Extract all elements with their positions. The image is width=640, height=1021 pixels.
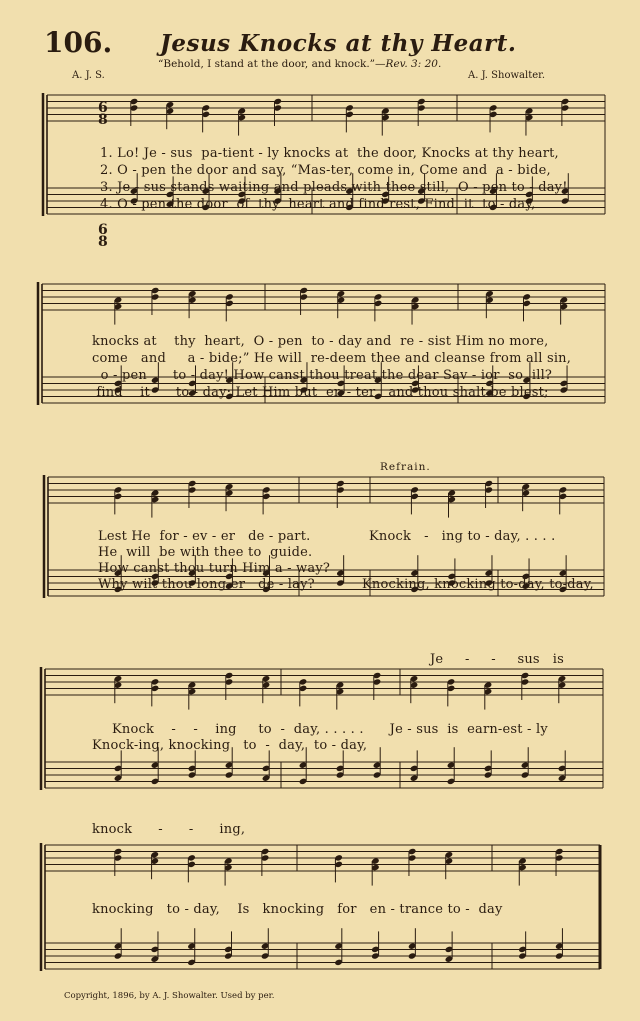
lyric-s2-v3: o - pen to - day! How canst thou treat the dear Sav - ior so ill?: [92, 368, 553, 383]
epigraph-reference: Rev. 3: 20.: [385, 58, 442, 70]
music-credit: A. J. Showalter.: [468, 70, 545, 81]
copyright-notice: Copyright, 1896, by A. J. Showalter. Used by per.: [64, 991, 275, 1001]
words-credit: A. J. S.: [72, 70, 105, 81]
lyric-s1-v2: 2. O - pen the door and say, “Mas-ter, come in, Come and a - bide,: [100, 163, 551, 178]
time-signature-top: 6: [98, 222, 108, 238]
time-signature-bottom: 8: [98, 112, 108, 128]
lyric-s5-above: knock - - ing,: [92, 822, 246, 837]
lyric-s2-v2: come and a - bide;” He will re-deem thee and cleanse from all sin,: [92, 351, 572, 366]
hymn-title: Jesus Knocks at thy Heart.: [160, 30, 517, 57]
lyric-s4-line2: Knock-ing, knocking to - day, to - day,: [92, 738, 368, 753]
lyric-s1-v3: 3. Je - sus stands waiting and pleads with thee still, O - pen to - day!: [100, 180, 568, 195]
lyric-s1-v4: 4. O - pen the door of thy heart and find rest, Find it to - day,: [100, 197, 536, 212]
time-signature-top: 6: [98, 100, 108, 116]
lyric-s2-v4: find it to - day; Let Him but en - ter and thou shalt be blest;: [92, 385, 549, 400]
lyric-s2-v1: knocks at thy heart, O - pen to - day and re - sist Him no more,: [92, 334, 549, 349]
hymn-number: 106.: [44, 26, 113, 59]
lyric-s1-v1: 1. Lo! Je - sus pa-tient - ly knocks at the door, Knocks at thy heart,: [100, 146, 559, 161]
refrain-lyric-1: Knock - ing to - day, . . . .: [369, 529, 556, 544]
lyric-s4-line1: Knock - - ing to - day, . . . . . Je - sus is earn-est - ly: [112, 722, 548, 737]
epigraph-quote: “Behold, I stand at the door, and knock.”—: [158, 58, 386, 70]
scripture-epigraph: [158, 58, 441, 70]
lyric-s4-above: Je - - sus is: [430, 652, 565, 667]
lyric-s3-v3: How canst thou turn Him a - way?: [98, 561, 331, 576]
refrain-lyric-2: Knocking, knocking to-day, to-day,: [362, 577, 594, 592]
refrain-label: Refrain.: [380, 461, 431, 473]
lyric-s5-line: knocking to - day, Is knocking for en - trance to - day: [92, 902, 503, 917]
lyric-s3-v2: He will be with thee to guide.: [98, 545, 313, 560]
lyric-s3-v4: Why wilt thou long-er de - lay?: [98, 577, 315, 592]
time-signature-bottom: 8: [98, 234, 108, 250]
lyric-s3-v1: Lest He for - ev - er de - part.: [98, 529, 311, 544]
